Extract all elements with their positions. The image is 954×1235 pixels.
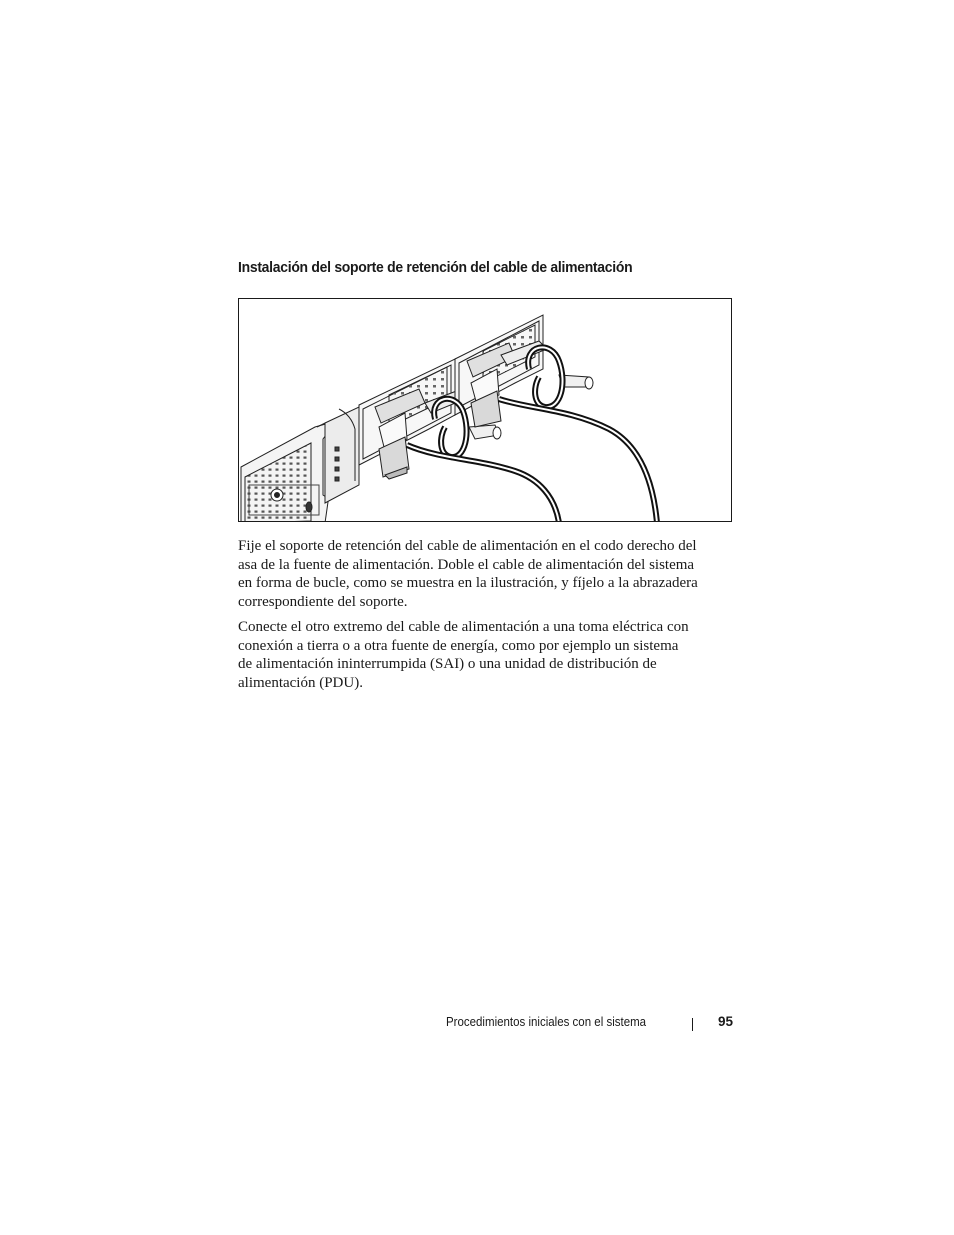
- text-line: conexión a tierra o a otra fuente de energía, como por ejemplo un sistema: [238, 637, 679, 654]
- text-line: asa de la fuente de alimentación. Doble el cable de alimentación del sistema: [238, 556, 695, 573]
- footer-section-title: Procedimientos iniciales con el sistema: [446, 1015, 647, 1029]
- text-line: Fije el soporte de retención del cable de alimentación en el codo derecho del: [238, 538, 697, 554]
- instruction-paragraph-2: [238, 618, 738, 692]
- text-line: Conecte el otro extremo del cable de alimentación a una toma eléctrica con: [238, 619, 689, 635]
- text-line: correspondiente del soporte.: [238, 593, 408, 610]
- server-rear-power-supplies-drawing: [239, 299, 732, 522]
- power-cable-retention-illustration: [238, 298, 732, 522]
- text-line: en forma de bucle, como se muestra en la ilustración, y fíjelo a la abrazadera: [238, 575, 698, 592]
- page-number: 95: [718, 1014, 734, 1029]
- text-line: de alimentación ininterrumpida (SAI) o una unidad de distribución de: [238, 656, 657, 673]
- chassis-ear: [325, 407, 359, 503]
- power-supply-2: [455, 315, 593, 427]
- text-line: alimentación (PDU).: [238, 674, 363, 691]
- chassis-rear-panel: [241, 423, 329, 522]
- instruction-paragraph-1: [238, 537, 738, 611]
- section-heading: Instalación del soporte de retención del cable de alimentación: [238, 259, 633, 276]
- footer-divider: [692, 1018, 693, 1031]
